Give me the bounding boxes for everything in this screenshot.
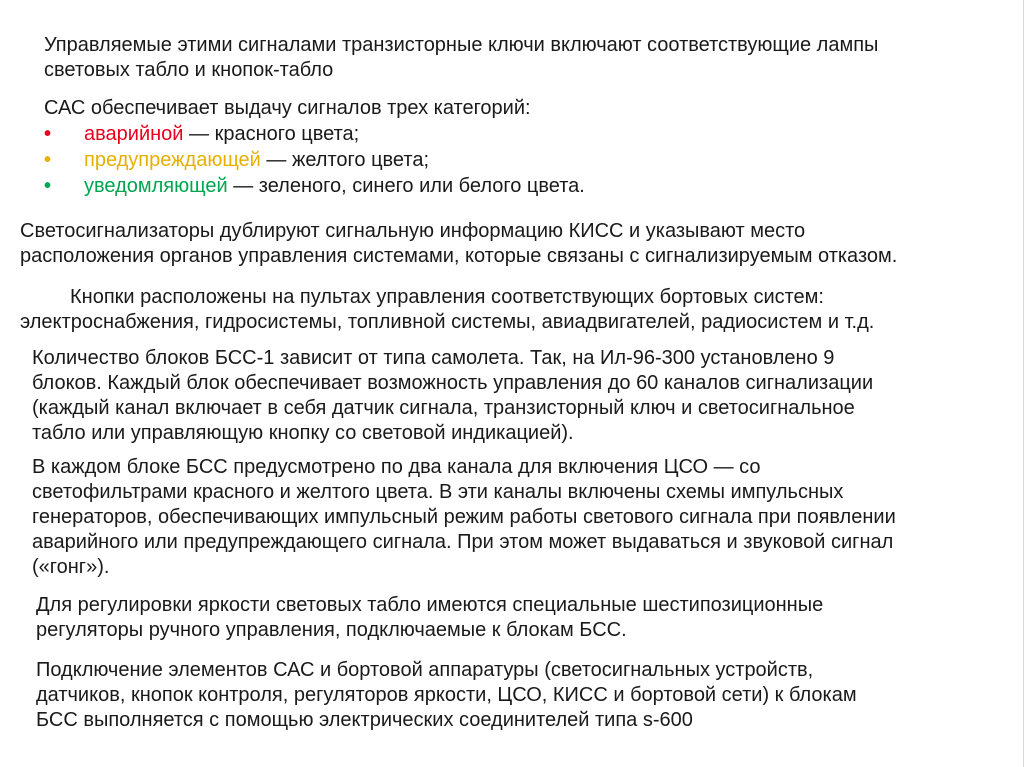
category-item-notification xyxy=(44,174,585,199)
category-label-warning: предупреждающей xyxy=(84,149,261,171)
signalizers-line-1: Светосигнализаторы дублируют сигнальную информацию КИСС и указывают место xyxy=(20,220,806,242)
bullet-dot-icon: • xyxy=(44,175,52,197)
bss-count-paragraph xyxy=(32,346,976,446)
connection-line-1: Подключение элементов САС и бортовой аппаратуры (светосигнальных устройств, xyxy=(36,659,814,681)
signalizers-paragraph xyxy=(20,219,972,269)
bss-count-line-3: (каждый канал включает в себя датчик сигнала, транзисторный ключ и светосигнальное xyxy=(32,397,855,419)
signalizers-line-2: расположения органов управления системами, которые связаны с сигнализируемым отказом. xyxy=(20,245,898,267)
signal-categories-heading: САС обеспечивает выдачу сигналов трех категорий: xyxy=(44,97,531,119)
category-label-emergency: аварийной xyxy=(84,123,184,145)
category-label-notification: уведомляющей xyxy=(84,175,228,197)
connection-line-3: БСС выполняется с помощью электрических соединителей типа s-600 xyxy=(36,709,693,731)
bullet-dot-icon: • xyxy=(44,149,52,171)
bss-count-line-2: блоков. Каждый блок обеспечивает возможность управления до 60 каналов сигнализации xyxy=(32,372,874,394)
category-description-emergency: — красного цвета; xyxy=(183,123,360,145)
buttons-line-1: Кнопки расположены на пультах управления соответствующих бортовых систем: xyxy=(70,286,824,308)
connection-line-2: датчиков, кнопок контроля, регуляторов яркости, ЦСО, КИСС и бортовой сети) к блокам xyxy=(36,684,857,706)
connection-paragraph xyxy=(36,658,956,733)
bss-channels-paragraph xyxy=(32,455,976,580)
category-description-warning: — желтого цвета; xyxy=(260,149,430,171)
bss-channels-line-2: светофильтрами красного и желтого цвета. В эти каналы включены схемы импульсных xyxy=(32,481,844,503)
bss-count-line-4: табло или управляющую кнопку со световой индикацией). xyxy=(32,422,574,444)
bss-channels-line-5: («гонг»). xyxy=(32,556,110,578)
brightness-line-1: Для регулировки яркости световых табло имеются специальные шестипозиционные xyxy=(36,594,824,616)
category-item-emergency xyxy=(44,122,359,147)
bss-channels-line-1: В каждом блоке БСС предусмотрено по два канала для включения ЦСО — со xyxy=(32,456,761,478)
intro-line-2: световых табло и кнопок-табло xyxy=(44,59,334,81)
bss-channels-line-4: аварийного или предупреждающего сигнала. При этом может выдаваться и звуковой сигнал xyxy=(32,531,894,553)
brightness-line-2: регуляторы ручного управления, подключаемые к блокам БСС. xyxy=(36,619,627,641)
category-description-notification: — зеленого, синего или белого цвета. xyxy=(227,175,585,197)
brightness-paragraph xyxy=(36,593,936,643)
category-item-warning xyxy=(44,148,429,173)
bss-count-line-1: Количество блоков БСС-1 зависит от типа самолета. Так, на Ил-96-300 установлено 9 xyxy=(32,347,835,369)
buttons-line-2: электроснабжения, гидросистемы, топливной системы, авиадвигателей, радиосистем и т.д. xyxy=(20,311,875,333)
buttons-paragraph xyxy=(20,285,980,335)
intro-paragraph xyxy=(44,33,984,83)
intro-line-1: Управляемые этими сигналами транзисторные ключи включают соответствующие лампы xyxy=(44,34,879,56)
bss-channels-line-3: генераторов, обеспечивающих импульсный режим работы светового сигнала при появлении xyxy=(32,506,896,528)
bullet-dot-icon: • xyxy=(44,123,52,145)
